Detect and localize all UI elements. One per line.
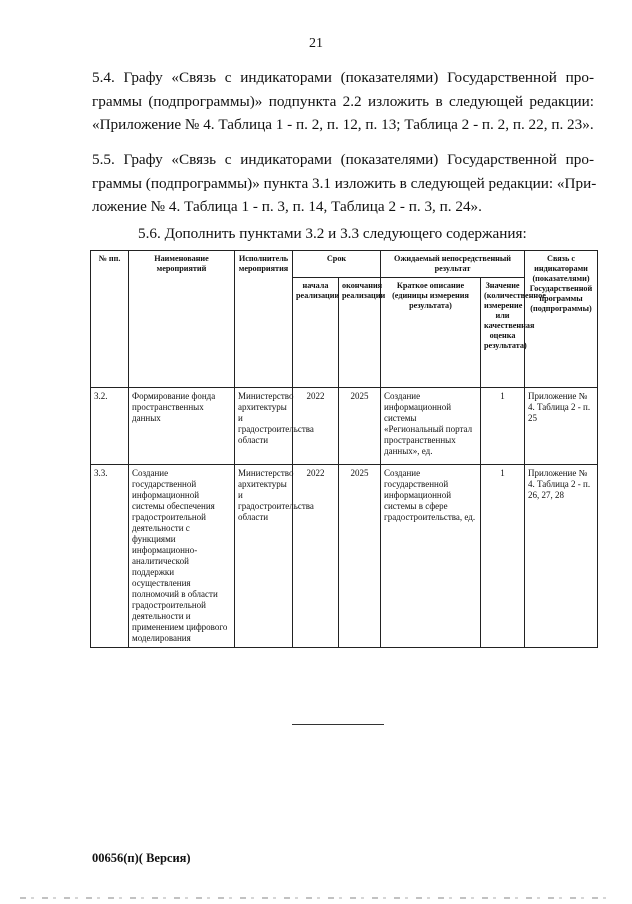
header-short-desc: Краткое описание (единицы измерения результата) (381, 278, 481, 388)
cell-num: 3.2. (91, 388, 129, 465)
cell-desc: Создание информационной системы «Региональный портал пространственных данных», ед. (381, 388, 481, 465)
page-number: 21 (309, 36, 323, 51)
paragraph-line: «Приложение № 4. Таблица 1 - п. 2, п. 12, п. 13; Таблица 2 - п. 2, п. 22, п. 23». (92, 116, 594, 133)
paragraph-line: 5.4. Графу «Связь с индикаторами (показателями) Государственной про- (92, 69, 594, 86)
header-expected: Ожидаемый непосредственный результат (381, 251, 525, 278)
cell-start: 2022 (293, 388, 339, 465)
table-row (91, 465, 598, 648)
table-header-row (91, 251, 598, 278)
header-num: № пп. (91, 251, 129, 388)
cell-start: 2022 (293, 465, 339, 648)
cell-end: 2025 (339, 388, 381, 465)
cell-value: 1 (481, 465, 525, 648)
paragraph-line: 5.6. Дополнить пунктами 3.2 и 3.3 следующего содержания: (138, 225, 527, 242)
cell-desc: Создание государственной информационной системы в сфере градостроительства, ед. (381, 465, 481, 648)
paragraph-line: 5.5. Графу «Связь с индикаторами (показателями) Государственной про- (92, 151, 594, 168)
scan-edge-artifact (20, 897, 610, 899)
header-executor: Исполнитель мероприятия (235, 251, 293, 388)
paragraph-5-5 (92, 148, 597, 219)
cell-end: 2025 (339, 465, 381, 648)
header-value: Значение (количественное измерение или качественная оценка результата) (481, 278, 525, 388)
header-link: Связь с индикаторами (показателями) Государственной программы (подпрограммы) (525, 251, 598, 388)
cell-link: Приложение № 4. Таблица 2 - п. 26, 27, 28 (525, 465, 598, 648)
table-row (91, 388, 598, 465)
cell-executor: Министерство архитектуры и градостроительства области (235, 388, 293, 465)
cell-link: Приложение № 4. Таблица 2 - п. 25 (525, 388, 598, 465)
document-code: 00656(п)( Версия) (92, 851, 191, 865)
measures-table (90, 250, 598, 648)
separator-line (292, 724, 384, 725)
cell-name: Создание государственной информационной системы обеспечения градостроительной деятельности с функциями информационно-аналитической поддержки осуществления полномочий в области градостроительной деятельности и применением цифрового моделирования (129, 465, 235, 648)
paragraph-5-4 (92, 66, 594, 137)
paragraph-line: ложение № 4. Таблица 1 - п. 3, п. 14, Таблица 2 - п. 3, п. 24». (92, 198, 482, 215)
header-term: Срок (293, 251, 381, 278)
paragraph-line: граммы (подпрограммы)» пункта 3.1 изложить в следующей редакции: «При- (92, 174, 597, 192)
cell-value: 1 (481, 388, 525, 465)
header-name: Наименование мероприятий (129, 251, 235, 388)
cell-num: 3.3. (91, 465, 129, 648)
cell-name: Формирование фонда пространственных данных (129, 388, 235, 465)
paragraph-line: граммы (подпрограммы)» подпункта 2.2 изложить в следующей редакции: (92, 92, 594, 110)
paragraph-5-6 (92, 222, 594, 246)
header-term-end: окончания реализации (339, 278, 381, 388)
cell-executor: Министерство архитектуры и градостроительства области (235, 465, 293, 648)
header-term-start: начала реализации (293, 278, 339, 388)
